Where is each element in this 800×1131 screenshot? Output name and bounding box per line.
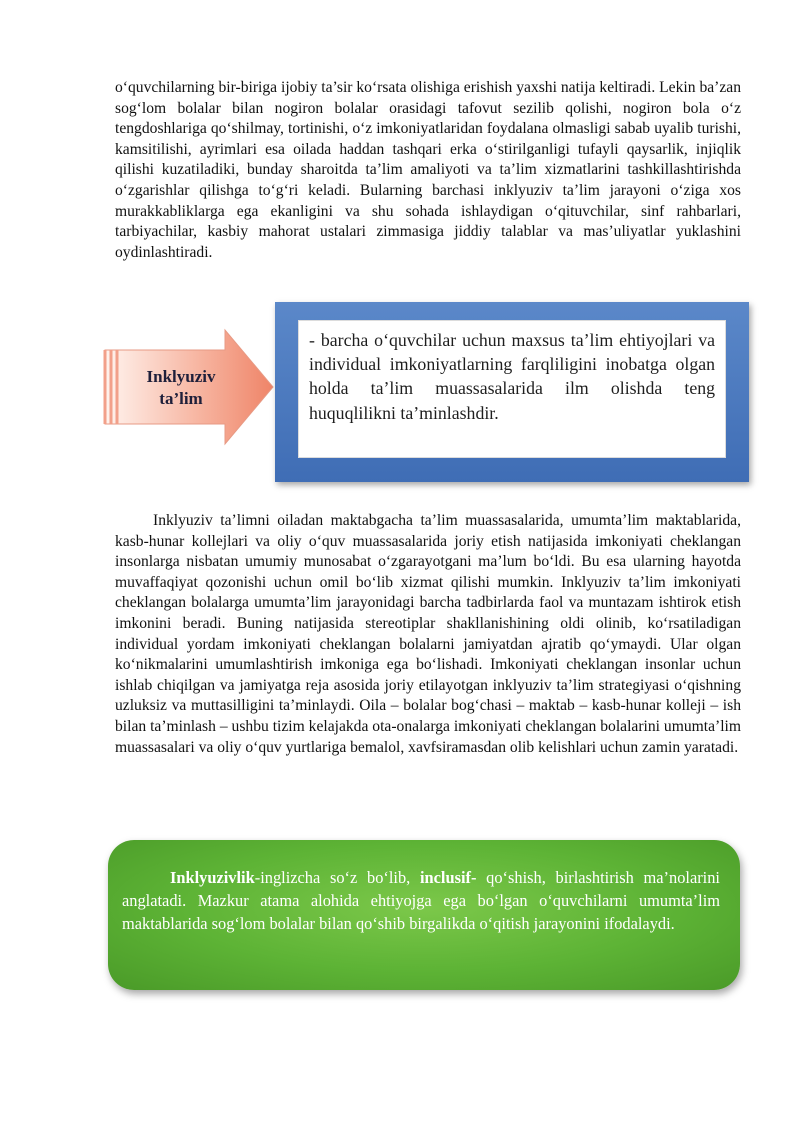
- body-paragraph-2: Inklyuziv ta’limni oiladan maktabgacha ta’lim muassasalarida, umumta’lim maktablarida, kasb-hunar kollejlari va oliy o‘quv muassasalarida joriy etish natijasida imkoniyati cheklangan insonlarga nisbatan umumiy munosabat o‘zgarayotgani ma’lum bo‘ldi. Bu esa ularning hayotda muvaffaqiyat qozonishi uchun omil bo‘lib xizmat qilishi mumkin. Inklyuziv ta’lim imkoniyati cheklangan bolalarga umumta’lim jarayonidagi barcha tadbirlarda faol va muntazam ishtirok etish imkonini beradi. Buning natijasida stereotiplar shakllanishining oldi olinib, ko‘rsatiladigan individual yordam imkoniyati cheklangan bolalarni jamiyatdan ajratib qo‘ymaydi. Ular olgan ko‘nikmalarini umumlashtirish imkoniga ega bo‘lishadi. Imkoniyati cheklangan insonlar uchun ishlab chiqilgan va jamiyatga reja asosida joriy etilayotgan inklyuziv ta’lim strategiyasi o‘qishning uzluksiz va muttasilligini ta’minlaydi. Oila – bolalar bog‘chasi – maktab – kasb-hunar kolleji – ish bilan ta’minlash – ushbu tizim kelajakda ota-onalarga imkoniyati cheklangan bolalarini umumta’lim muassasalari va oliy o‘quv yurtlariga bemalol, xavfsiramasdan olib kelishlari uchun zamin yaratadi.: [115, 512, 741, 756]
- arrow-label-line1: Inklyuziv: [146, 367, 216, 386]
- body-paragraph-1: o‘quvchilarning bir-biriga ijobiy ta’sir ko‘rsata olishiga erishish yaxshi natija keltiradi. Lekin ba’zan sog‘lom bolalar bilan nogiron bolalar orasidagi tafovut sezilib qolishi, nogiron bola o‘z tengdoshlariga qo‘shilmay, tortinishi, o‘z imkoniyatlaridan foydalana olmasligi sabab uyalib turishi, kamsitilishi, ayrimlari esa oilada haddan tashqari erka o‘stirilganligi tufayli qaysarlik, injiqlik qilishi kuzatiladiki, bunday sharoitda ta’lim amaliyoti va ta’lim xizmatlarini tashkillashtirishda o‘zgarishlar qilishga to‘g‘ri keladi. Bularning barchasi inklyuziv ta’lim jarayoni o‘ziga xos murakkabliklarga ega ekanligini va shu sohada ishlaydigan o‘qituvchilar, sinf rahbarlari, tarbiyachilar, kasbiy mahorat ustalari zimmasiga jiddiy talablar va mas’uliyatlar yuklashini oydinlashtiradi.: [115, 79, 741, 261]
- arrow-label: [122, 366, 240, 410]
- definition-box: - barcha o‘quvchilar uchun maxsus ta’lim ehtiyojlari va individual imkoniyatlarning farqliligini inobatga olgan holda ta’lim muassasalarida ilm olishda teng huquqlilikni ta’minlashdir.: [298, 320, 726, 458]
- arrow-label-line2: ta’lim: [159, 389, 203, 408]
- callout-text-2: qo‘shish, birlashtirish ma’nolarini anglatadi. Mazkur atama alohida ehtiyojga ega bo‘lgan o‘quvchilarni umumta’lim maktablarida sog‘lom bolalar bilan qo‘shib birgalikda o‘qitish jarayonini ifodalaydi.: [122, 868, 720, 934]
- callout-text-1: -inglizcha so‘z bo‘lib,: [254, 868, 420, 887]
- callout-term-1: Inklyuzivlik: [170, 868, 255, 887]
- callout-text: [122, 866, 720, 936]
- callout-term-2: inclusif-: [419, 868, 477, 887]
